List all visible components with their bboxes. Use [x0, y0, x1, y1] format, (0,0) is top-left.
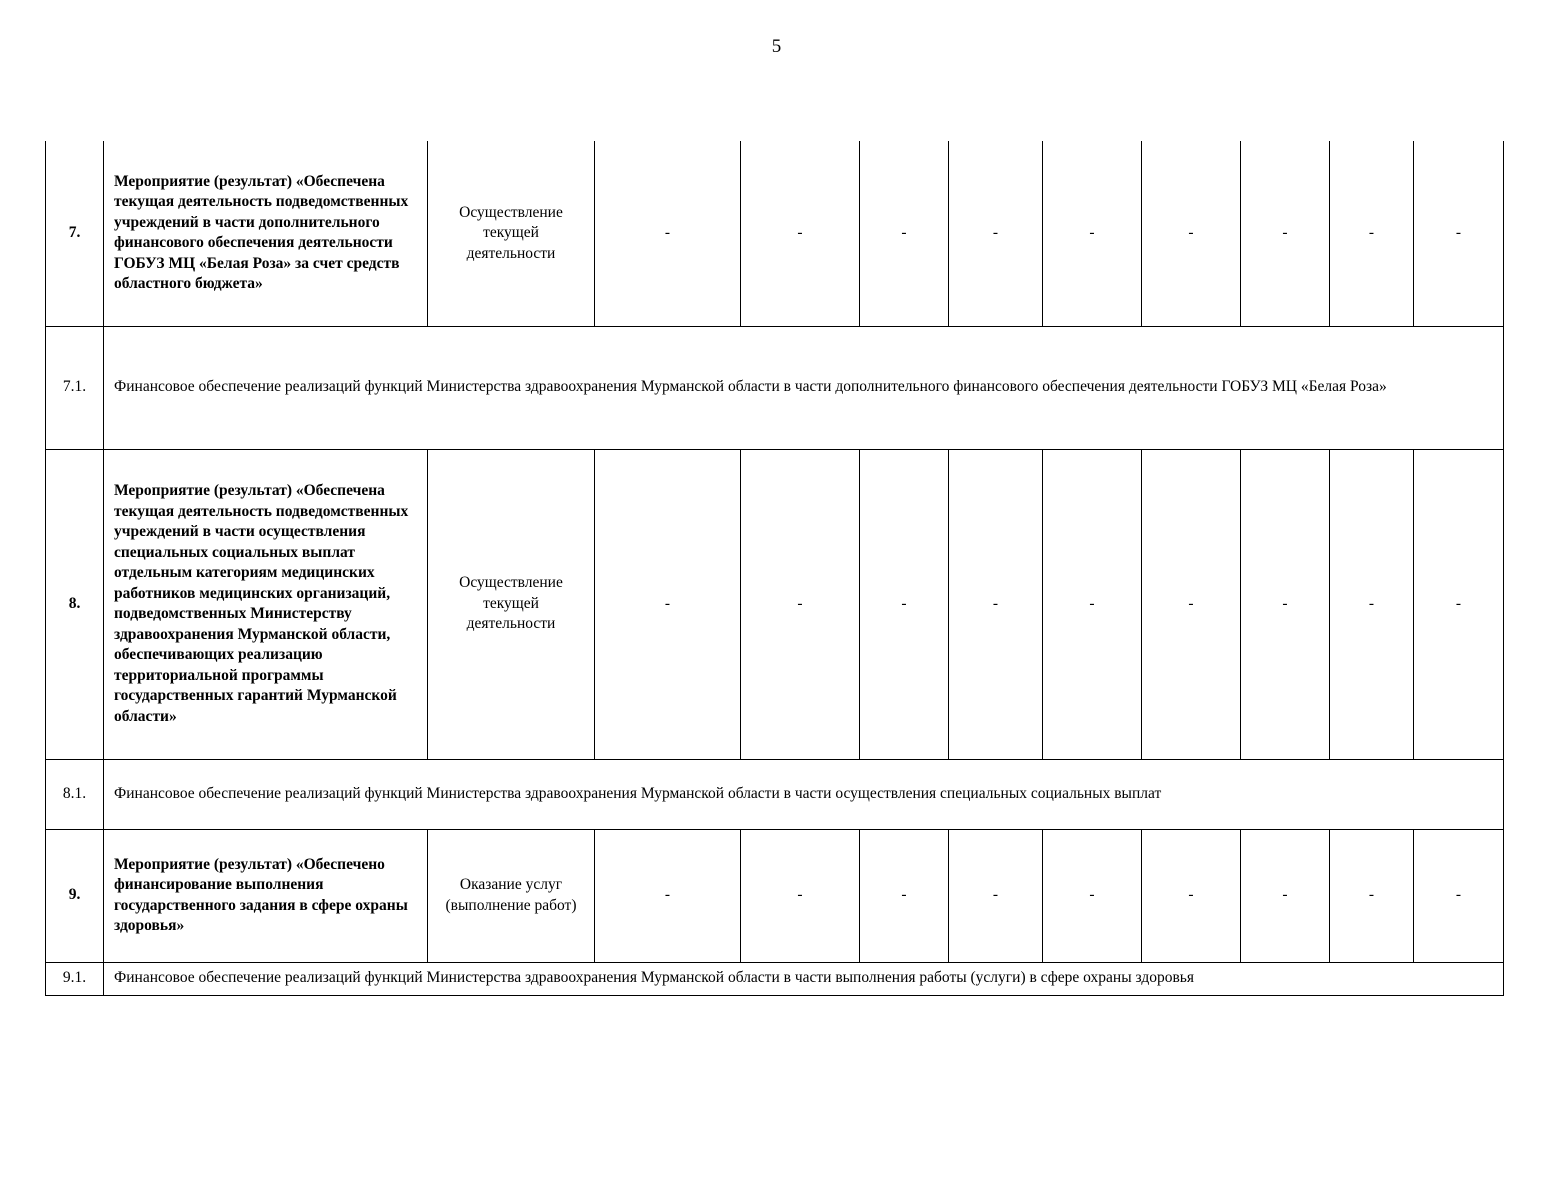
- value-cell: -: [1142, 449, 1241, 759]
- row-number: 9.: [46, 829, 104, 962]
- value-cell: -: [1414, 449, 1504, 759]
- value-cell: -: [860, 829, 949, 962]
- value-cell: -: [595, 829, 741, 962]
- event-title: Мероприятие (результат) «Обеспечена текущая деятельность подведомственных учреждений в части осуществления специальных социальных выплат отдельным категориям медицинских работников медицинских организаций, подведомственных Министерству здравоохранения Мурманской области, обеспечивающих реализацию территориальной программы государственных гарантий Мурманской области»: [104, 449, 428, 759]
- value-cell: -: [1043, 449, 1142, 759]
- value-cell: -: [1414, 829, 1504, 962]
- table-row-desc-9-1: [46, 962, 1504, 995]
- row-number: 7.1.: [46, 326, 104, 449]
- value-cell: -: [949, 141, 1043, 326]
- event-type: Оказание услуг (выполнение работ): [428, 829, 595, 962]
- event-type: Осуществление текущей деятельности: [428, 141, 595, 326]
- event-title: Мероприятие (результат) «Обеспечено финансирование выполнения государственного задания в сфере охраны здоровья»: [104, 829, 428, 962]
- value-cell: -: [1142, 141, 1241, 326]
- value-cell: -: [1241, 449, 1330, 759]
- value-cell: -: [1241, 141, 1330, 326]
- row-number: 8.1.: [46, 759, 104, 829]
- event-type: Осуществление текущей деятельности: [428, 449, 595, 759]
- value-cell: -: [1414, 141, 1504, 326]
- value-cell: -: [860, 141, 949, 326]
- row-number: 9.1.: [46, 962, 104, 995]
- value-cell: -: [860, 449, 949, 759]
- value-cell: -: [1330, 141, 1414, 326]
- event-title: Мероприятие (результат) «Обеспечена текущая деятельность подведомственных учреждений в части дополнительного финансового обеспечения деятельности ГОБУЗ МЦ «Белая Роза» за счет средств областного бюджета»: [104, 141, 428, 326]
- row-number: 8.: [46, 449, 104, 759]
- row-description: Финансовое обеспечение реализаций функций Министерства здравоохранения Мурманской области в части дополнительного финансового обеспечения деятельности ГОБУЗ МЦ «Белая Роза»: [104, 326, 1504, 449]
- value-cell: -: [741, 141, 860, 326]
- value-cell: -: [595, 141, 741, 326]
- page-number: 5: [771, 36, 782, 57]
- value-cell: -: [949, 829, 1043, 962]
- value-cell: -: [949, 449, 1043, 759]
- row-description: Финансовое обеспечение реализаций функций Министерства здравоохранения Мурманской области в части осуществления специальных социальных выплат: [104, 759, 1504, 829]
- table-row-event-7: [46, 141, 1504, 326]
- value-cell: -: [1330, 449, 1414, 759]
- row-description: Финансовое обеспечение реализаций функций Министерства здравоохранения Мурманской области в части выполнения работы (услуги) в сфере охраны здоровья: [104, 962, 1504, 995]
- table-row-event-9: [46, 829, 1504, 962]
- value-cell: -: [741, 449, 860, 759]
- table-row-desc-7-1: [46, 326, 1504, 449]
- row-number: 7.: [46, 141, 104, 326]
- value-cell: -: [1043, 829, 1142, 962]
- value-cell: -: [741, 829, 860, 962]
- table-row-event-8: [46, 449, 1504, 759]
- value-cell: -: [1142, 829, 1241, 962]
- table-row-desc-8-1: [46, 759, 1504, 829]
- value-cell: -: [1330, 829, 1414, 962]
- value-cell: -: [1043, 141, 1142, 326]
- value-cell: -: [1241, 829, 1330, 962]
- measures-table: [45, 141, 1504, 996]
- value-cell: -: [595, 449, 741, 759]
